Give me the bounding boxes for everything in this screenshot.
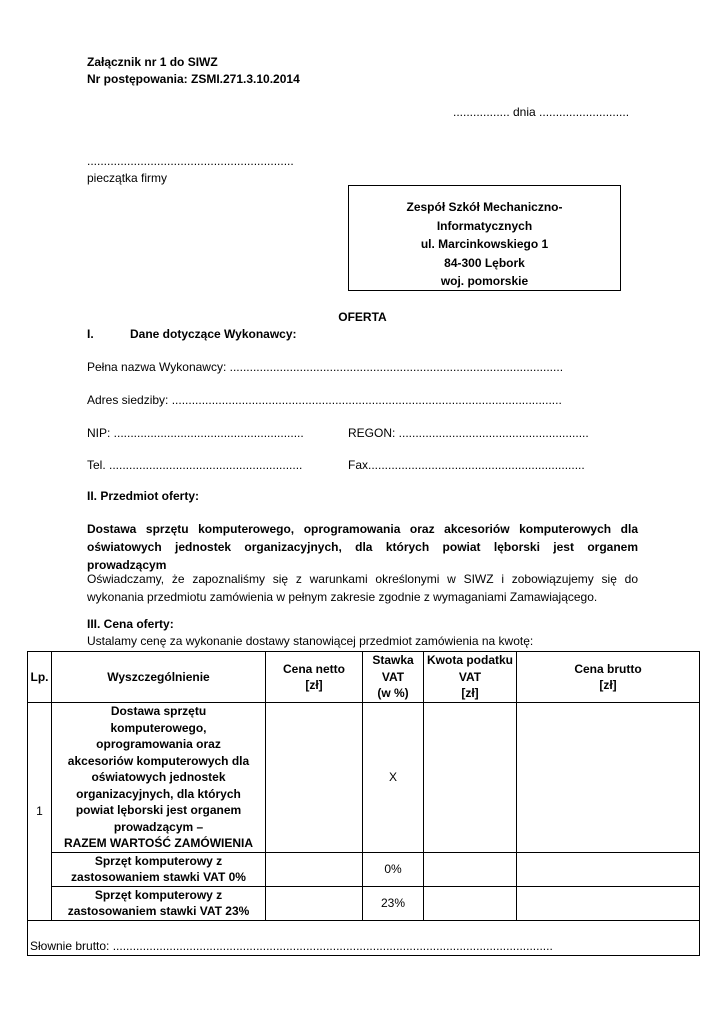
net-price-cell[interactable] [266,852,363,886]
vat-rate-cell: X [363,703,424,853]
item-line: Sprzęt komputerowy z [94,887,223,902]
stamp-dots: .............................................................. [87,154,294,168]
item-line: oświatowych jednostek [91,770,226,784]
net-price-cell[interactable] [266,703,363,853]
annex-title: Załącznik nr 1 do SIWZ [87,55,218,69]
row-number: 1 [28,703,52,921]
recipient-line: ul. Marcinkowskiego 1 [420,237,549,251]
item-line: zastosowaniem stawki VAT 23% [67,904,250,918]
net-price-cell[interactable] [266,886,363,920]
header-vat-rate-line: (w %) [377,686,409,701]
nip-field: NIP: ......................................................... [87,426,304,440]
header-net-line: Cena netto [282,661,345,676]
declaration: Oświadczamy, że zapoznaliśmy się z warunkami określonymi w SIWZ i zobowiązujemy się do wykonania przedmiotu zamówienia w pełnym zakresie zgodnie z wymaganiami Zamawiającego. [87,572,638,604]
item-line: powiat lęborski jest organem [75,803,242,817]
header-gross-line: [zł] [599,678,617,692]
section3-heading: III. Cena oferty: [87,617,174,631]
fax-field: Fax................................................................. [348,458,585,472]
table-row [28,852,700,886]
section3-intro: Ustalamy cenę za wykonanie dostawy stanowiącej przedmiot zamówienia na kwotę: [87,634,534,648]
date-line: ................. dnia ........................... [453,105,630,119]
item-line: oprogramowania oraz [96,737,221,751]
header-gross-price [517,652,700,703]
proceeding-number: Nr postępowania: ZSMI.271.3.10.2014 [87,72,300,86]
recipient-line: 84-300 Lębork [444,255,525,270]
header-vat-amount [424,652,517,703]
item-line: organizacyjnych, dla których [76,786,241,801]
item-line: RAZEM WARTOŚĆ ZAMÓWIENIA [63,836,254,850]
header-vat-rate-line: Stawka [372,653,414,668]
offer-title: OFERTA [338,310,387,324]
vat-amount-cell[interactable] [424,703,517,853]
gross-price-cell[interactable] [517,703,700,853]
header-lp: Lp. [28,652,52,703]
section2-heading: II. Przedmiot oferty: [87,489,200,503]
recipient-line: woj. pomorskie [440,274,529,288]
contractor-name-field: Pełna nazwa Wykonawcy: .................................................................................................... [87,360,564,374]
vat-amount-cell[interactable] [424,852,517,886]
price-table [27,651,700,956]
header-vat-amount-line: Kwota podatku [427,653,513,668]
section1-heading: Dane dotyczące Wykonawcy: [130,327,297,341]
amount-in-words[interactable]: Słownie brutto: .................................................................................................................................... [28,920,700,955]
sub-item-cell [52,886,266,920]
section1-number: I. [87,327,94,341]
contractor-address-field: Adres siedziby: ..................................................................................................................... [87,393,562,407]
header-item: Wyszczególnienie [52,652,266,703]
vat-amount-cell[interactable] [424,886,517,920]
table-row [28,886,700,920]
header-vat-rate-line: VAT [381,669,405,684]
recipient-address-box [348,185,621,291]
recipient-line: Informatycznych [436,218,533,233]
item-line: zastosowaniem stawki VAT 0% [71,870,246,884]
header-net-price [266,652,363,703]
tel-field: Tel. .......................................................... [87,458,303,472]
main-item-cell [52,703,266,853]
header-vat-amount-line: VAT [458,669,482,684]
item-line: akcesoriów komputerowych dla [67,753,250,768]
stamp-label: pieczątka firmy [87,171,168,185]
sub-item-cell [52,852,266,886]
gross-price-cell[interactable] [517,886,700,920]
header-vat-amount-line: [zł] [461,686,479,701]
header-net-line: [zł] [305,678,323,692]
table-header-row [28,652,700,703]
subject-of-order: Dostawa sprzętu komputerowego, oprogramowania oraz akcesoriów komputerowych dla oświatowych jednostek organizacyjnych, dla których powiat lęborski jest organem prowadzącym [87,522,638,572]
gross-price-cell[interactable] [517,852,700,886]
item-line: Sprzęt komputerowy z [94,853,223,868]
item-line: komputerowego, [110,720,207,735]
header-gross-line: Cena brutto [574,661,642,676]
table-row [28,920,700,955]
item-line: Dostawa sprzętu [110,704,207,718]
table-row [28,703,700,853]
vat-rate-cell: 23% [363,886,424,920]
regon-field: REGON: ......................................................... [348,426,589,440]
recipient-line: Zespół Szkół Mechaniczno- [406,200,563,214]
vat-rate-cell: 0% [363,852,424,886]
header-vat-rate [363,652,424,703]
item-line: prowadzącym – [113,819,204,834]
